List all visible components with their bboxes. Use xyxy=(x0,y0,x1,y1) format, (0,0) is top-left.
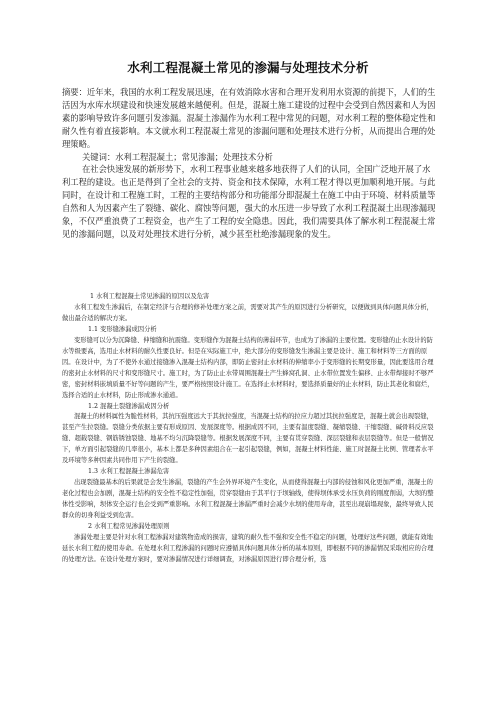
section-1-2-body: 混凝土的材料属性为脆性材料，其抗压强度远大于其抗拉强度，当混凝土结构的拉应力超过其抗拉强度是，混凝土就会出现裂缝，甚至产生拉裂缝。裂缝分类依据主要有形成原因、发展深度等。根据成因不同，主要有温度裂缝、凝缩裂缝、干缩裂缝、碱骨料反应裂缝、超载裂缝、钢筋锈蚀裂缝、地基不均匀沉降裂缝等。根据发展深度不同，主要有贯穿裂缝、深层裂缝和表层裂缝等。但是一般情况下，单方面引起裂缝的几率很小，基本上都是多种因素组合在一起引起裂缝，例如，混凝土材料性能、施工时混凝土比例、管理者水平及环境等多种因素共同作用下产生的裂缝。 xyxy=(62,413,434,465)
abstract-section xyxy=(62,86,436,241)
section-2-body: 渗漏处理主要是针对水利工程渗漏对建筑物造成的损害，建筑的耐久性不强和安全性不稳定的问题，处理好这些问题，就能有效地延长水利工程的使用寿命。在处理水利工程渗漏的问题时应遵循具体问题具体分析的基本原则，即根据不同的渗漏情况采取相应的合理的处理方法。在设计处理方案时，要对渗漏情况进行详细调查，对渗漏原因进行即合理分析，选 xyxy=(62,533,434,563)
keywords-paragraph: 关键词：水利工程混凝土；常见渗漏；处理技术分析 xyxy=(82,151,273,162)
section-1-3-body: 出现裂缝最基本的后果就是会发生渗漏，裂缝的产生会外界环境产生变化，从而使得混凝土内部的侵蚀和风化更加严重，混凝土的老化过程也会加剧，混凝土结构的安全性不稳定性加强，贯穿裂缝由于其平行于坝轴线，使得坝体承受水压负荷的刚度削弱，大坝的整体性受影响，坝体安全运行也会受到严重影响。水利工程混凝土渗漏严重时会减少水坝的使用寿命，甚至出现崩塌现象，最终导致人民群众的切身利益受到危害。 xyxy=(62,479,434,520)
intro-paragraph: 在社会快速发展的新形势下，水利工程事业越来越多地获得了人们的认同，全国广泛地开展了水利工程的建设。也正是得到了全社会的支持、资金和技术保障，水利工程才得以更加顺利地开展。与此同时，在设计和工程施工时，工程的主要结构部分和功能部分即混凝土在施工中由于环境、材料质量等自然和人为因素产生了裂缝、碳化、腐蚀等问题，强大的水压进一步导致了水利工程混凝土出现渗漏现象，不仅严重浪费了工程资金，也产生了工程的安全隐患。因此，我们需要具体了解水利工程混凝土常见的渗漏问题，以及对处理技术进行分析，减少甚至杜绝渗漏现象的发生。 xyxy=(62,164,436,239)
section-2-heading: 2 水利工程常见渗漏处理原则 xyxy=(88,523,170,531)
body-section xyxy=(62,292,436,566)
section-1-body: 水利工程发生渗漏后，在制定经济与合理的修补处理方案之前，需要对其产生的原因进行分析研究，以便做到具体问题具体分析，做出最合适的解决方案。 xyxy=(62,303,433,322)
section-1-1-body: 变形缝可以分为沉降缝、伸缩缝和抗震缝。变形缝作为混凝土结构的薄弱环节，也成为了渗漏的主要位置。变形缝的止水设计的防水等级要高，选用止水材料的耐久性要良好。但是在实际施工中，绝大部分的变形缝发生渗漏主要是设计、施工和材料等三方面的原因。在设计中，为了不使外水通过接缝渗入混凝土结构内部，即防止密封止水材料的伸缩率小于变形缝的长期变形量，因此要选用合理的密封止水材料的尺寸和变形缝尺寸。施工时，为了防止止水带周围混凝土产生蜂窝孔洞、止水带位置发生偏移、止水带焊接时不够严密，密封材料嵌填质量不好等问题的产生，要严格按照设计施工。在选择止水材料时，要选择质量好的止水材料，防止其老化和腐烂，选择合适的止水材料，防止形成渗水通道。 xyxy=(62,336,434,399)
section-1-3-heading: 1.3 水利工程混凝土渗漏危害 xyxy=(88,468,170,476)
document-title: 水利工程混凝土常见的渗漏与处理技术分析 xyxy=(127,60,369,75)
section-1-heading: 1 水利工程混凝土常见渗漏的原因以及危害 xyxy=(90,293,210,300)
section-1-2-heading: 1.2 混凝土裂缝渗漏成因分析 xyxy=(88,402,170,410)
section-1-1-heading: 1.1 变形缝渗漏成因分析 xyxy=(88,325,157,333)
abstract-paragraph: 摘要：近年来，我国的水利工程发展迅速，在有效消除水害和合理开发利用水资源的前提下，人们的生活因为水库水坝建设和快速发展越来越便利。但是，混凝土施工建设的过程中会受到自然因素和人为因素的影响导致许多问题引发渗漏。混凝土渗漏作为水利工程中常见的问题，对水利工程的整体稳定性和耐久性有着直接影响。本文就水利工程混凝土常见的渗漏问题和处理技术进行分析，从而提出合理的处理策略。 xyxy=(62,87,436,149)
